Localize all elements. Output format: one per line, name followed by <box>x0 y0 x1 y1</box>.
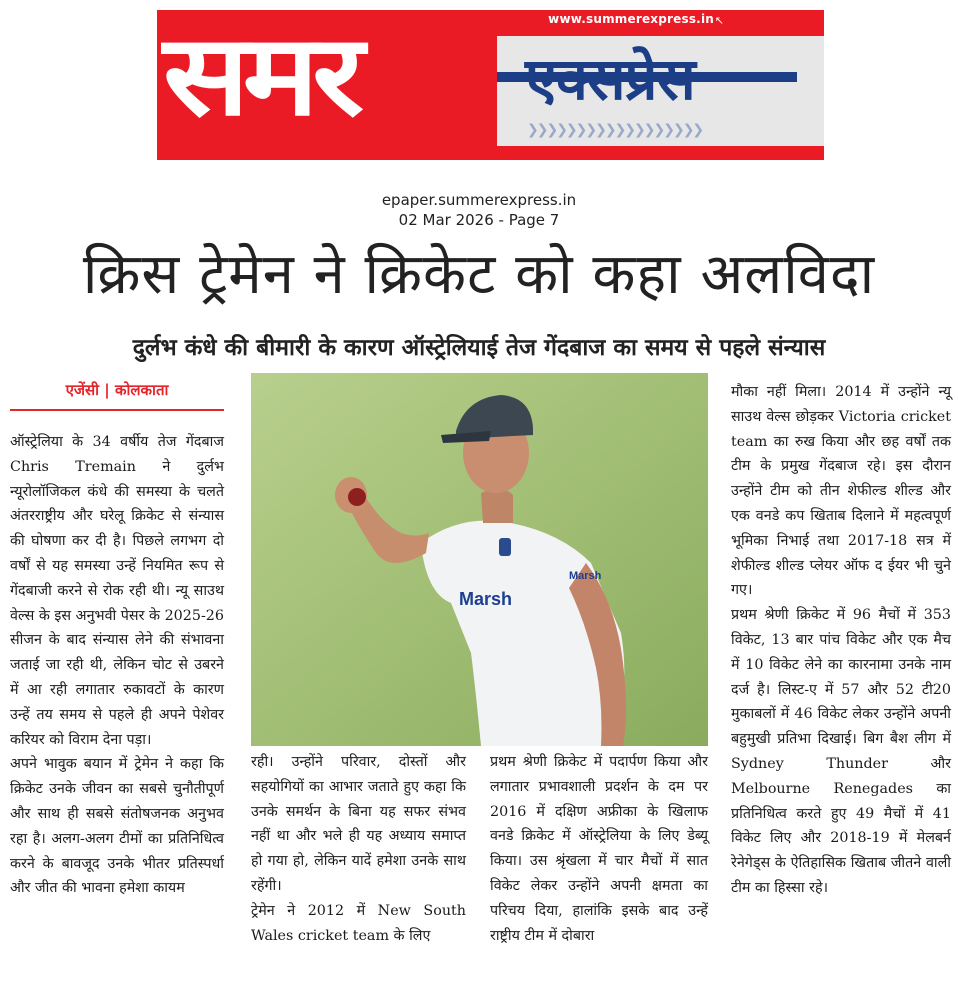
byline: एजेंसी | कोलकाता <box>65 381 169 399</box>
paragraph: मौका नहीं मिला। 2014 में उन्होंने न्यू साउथ वेल्स छोड़कर Victoria cricket team का रुख किया और छह वर्षों तक टीम के प्रमुख गेंदबाज रहे। इस दौरान उन्होंने टीम को तीन शेफील्ड शील्ड और एक वनडे कप खिताब दिलाने में महत्वपूर्ण भूमिका निभाई तथा 2017-18 सत्र में शेफील्ड शील्ड प्लेयर ऑफ द ईयर भी चुने गए। <box>731 384 951 599</box>
article-column-4 <box>731 380 951 901</box>
article-column-1 <box>10 430 224 901</box>
masthead-chevron-pattern: ❯❯❯❯❯❯❯❯❯❯❯❯❯❯❯❯❯❯ <box>527 122 703 138</box>
masthead-title-left: समर <box>163 11 358 141</box>
date-page: 02 Mar 2026 - Page 7 <box>398 211 560 229</box>
masthead-bottom-band <box>157 150 824 160</box>
paragraph: रही। उन्होंने परिवार, दोस्तों और सहयोगियों का आभार जताते हुए कहा कि उनके समर्थन के बिना यह सफर संभव नहीं था और भले ही यह अध्याय समाप्त हो गया हो, लेकिन यादें हमेशा उनके साथ रहेंगी। <box>251 754 466 894</box>
cricketer-photo <box>251 373 708 746</box>
byline-rule <box>10 409 224 411</box>
masthead-title-right: एक्सप्रेस <box>525 45 695 113</box>
paragraph: अपने भावुक बयान में ट्रेमेन ने कहा कि क्रिकेट उनके जीवन का सबसे चुनौतीपूर्ण और साथ ही सबसे संतोषजनक अनुभव रहा है। अलग-अलग टीमों का प्रतिनिधित्व करने के बावजूद उनके भीतर प्रतिस्पर्धा और जीत की भावना हमेशा कायम <box>10 756 224 897</box>
neck-shape <box>481 488 513 523</box>
masthead <box>157 10 824 160</box>
sponsor-logo: Marsh <box>459 589 513 609</box>
epaper-url[interactable]: epaper.summerexpress.in <box>381 191 577 209</box>
headline: क्रिस ट्रेमेन ने क्रिकेट को कहा अलविदा <box>82 242 876 307</box>
badge-icon <box>499 538 511 556</box>
cursor-arrow-icon: ↖ <box>714 14 724 27</box>
paragraph: ऑस्ट्रेलिया के 34 वर्षीय तेज गेंदबाज Chris Tremain ने दुर्लभ न्यूरोलॉजिकल कंधे की समस्या के चलते अंतरराष्ट्रीय और घरेलू क्रिकेट से संन्यास की घोषणा कर दी है। पिछले लगभग दो वर्षों से यह समस्या उन्हें नियमित रूप से गेंदबाजी करने से रोक रही थी। न्यू साउथ वेल्स के इस अनुभवी पेसर के 2025-26 सीजन के बाद संन्यास लेने की संभावना जताई जा रही थी, लेकिन चोट से उबरने में आ रही लगातार रुकावटों के कारण उन्हें तय समय से पहले ही अपने पेशेवर करियर को विराम देना पड़ा। <box>10 434 224 748</box>
sleeve-logo: Marsh <box>569 570 602 582</box>
article-column-3 <box>490 750 708 948</box>
paragraph: प्रथम श्रेणी क्रिकेट में पदार्पण किया और लगातार प्रभावशाली प्रदर्शन के दम पर 2016 में दक्षिण अफ्रीका के खिलाफ वनडे क्रिकेट में ऑस्ट्रेलिया के लिए डेब्यू किया। उस श्रृंखला में चार मैचों में सात विकेट लेकर उन्होंने अपनी क्षमता का परिचय दिया, हालांकि इसके बाद उन्हें राष्ट्रीय टीम में दोबारा <box>490 754 708 944</box>
subheadline: दुर्लभ कंधे की बीमारी के कारण ऑस्ट्रेलियाई तेज गेंदबाज का समय से पहले संन्यास <box>132 335 826 361</box>
paragraph: प्रथम श्रेणी क्रिकेट में 96 मैचों में 353 विकेट, 13 बार पांच विकेट और एक मैच में 10 विकेट लेने का कारनामा उनके नाम दर्ज है। लिस्ट-ए में 57 और 52 टी20 मुकाबलों में 46 विकेट लेकर उन्होंने अपनी बहुमुखी प्रतिभा दिखाई। बिग बैश लीग में Sydney Thunder और Melbourne Renegades का प्रतिनिधित्व करते हुए 49 मैचों में 41 विकेट लिए और 2018-19 में मेलबर्न रेनेगेड्स के ऐतिहासिक खिताब जीतने वाली टीम का हिस्सा रहे। <box>731 607 951 896</box>
article-column-2 <box>251 750 466 948</box>
paragraph: ट्रेमेन ने 2012 में New South Wales cricket team के लिए <box>251 902 466 944</box>
ball-shape <box>348 488 366 506</box>
masthead-url[interactable]: www.summerexpress.in <box>548 12 714 26</box>
photo-illustration <box>251 373 708 746</box>
